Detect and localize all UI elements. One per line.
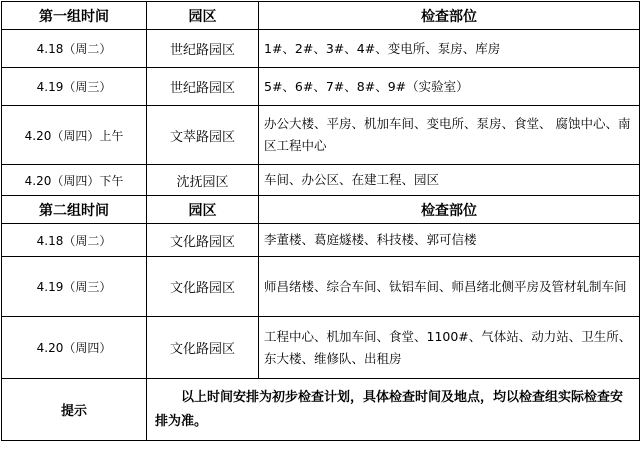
table-row [2,317,640,379]
row-locations: 车间、办公区、在建工程、园区 [259,165,640,196]
row-locations: 工程中心、机加车间、食堂、1100#、气体站、动力站、卫生所、东大楼、维修队、出租房 [259,317,640,379]
note-row [2,379,640,441]
row-locations: 办公大楼、平房、机加车间、变电所、泵房、食堂、 腐蚀中心、南区工程中心 [259,106,640,165]
row-time: 4.20（周四）上午 [2,106,147,165]
table-row [2,165,640,196]
row-time: 4.19（周三） [2,68,147,106]
row-time: 4.19（周三） [2,257,147,317]
note-label: 提示 [2,379,147,441]
inspection-schedule-table [1,1,640,441]
table-row [2,30,640,68]
row-locations: 师昌绪楼、综合车间、钛铝车间、师昌绪北侧平房及管材轧制车间 [259,257,640,317]
group2-park-header: 园区 [147,196,259,224]
row-park: 世纪路园区 [147,30,259,68]
group2-locations-header: 检查部位 [259,196,640,224]
group1-park-header: 园区 [147,2,259,30]
note-text: 以上时间安排为初步检查计划，具体检查时间及地点，均以检查组实际检查安排为准。 [147,379,640,441]
row-park: 文化路园区 [147,317,259,379]
row-park: 文化路园区 [147,257,259,317]
table-row [2,224,640,257]
row-time: 4.20（周四）下午 [2,165,147,196]
row-time: 4.20（周四） [2,317,147,379]
row-park: 文萃路园区 [147,106,259,165]
table-row [2,257,640,317]
group1-time-header: 第一组时间 [2,2,147,30]
group2-time-header: 第二组时间 [2,196,147,224]
row-park: 文化路园区 [147,224,259,257]
row-locations: 李董楼、葛庭燧楼、科技楼、郭可信楼 [259,224,640,257]
row-time: 4.18（周二） [2,30,147,68]
row-locations: 5#、6#、7#、8#、9#（实验室） [259,68,640,106]
row-park: 沈抚园区 [147,165,259,196]
row-park: 世纪路园区 [147,68,259,106]
group2-header-row [2,196,640,224]
table-row [2,106,640,165]
group1-header-row [2,2,640,30]
row-time: 4.18（周二） [2,224,147,257]
group1-locations-header: 检查部位 [259,2,640,30]
row-locations: 1#、2#、3#、4#、变电所、泵房、库房 [259,30,640,68]
table-row [2,68,640,106]
